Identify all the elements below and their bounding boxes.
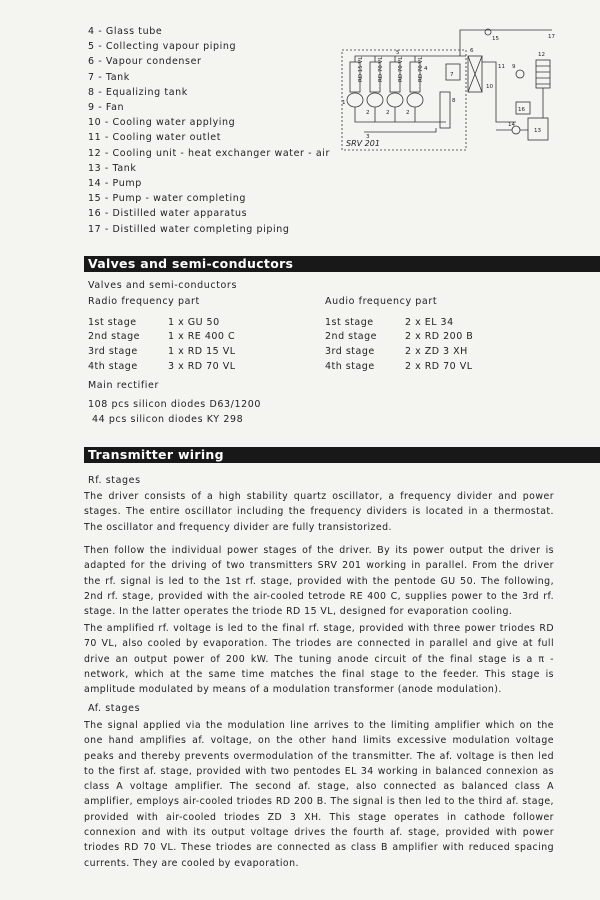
diagram-number: 9 bbox=[512, 64, 516, 70]
legend-item: 7 - Tank bbox=[88, 71, 130, 83]
diagram-label: SRV 201 bbox=[346, 139, 380, 148]
legend-item: 16 - Distilled water apparatus bbox=[88, 208, 248, 220]
diagram-number: 6 bbox=[470, 48, 474, 54]
section-subtitle: Valves and semi-conductors bbox=[88, 280, 237, 291]
legend-item: 11 - Cooling water outlet bbox=[88, 132, 222, 144]
diagram-number: 1 bbox=[342, 100, 346, 106]
diagram-number: 7 bbox=[450, 72, 454, 78]
legend-item: 14 - Pump bbox=[88, 178, 142, 190]
legend-item: 6 - Vapour condenser bbox=[88, 56, 202, 68]
legend-item: 13 - Tank bbox=[88, 162, 137, 174]
tube-label: RD 70 VL bbox=[418, 56, 424, 82]
tube-label: RD 70 VL bbox=[378, 56, 384, 82]
diagram-number: 16 bbox=[518, 107, 525, 113]
diagram-number: 13 bbox=[534, 128, 541, 134]
boiler-1 bbox=[347, 93, 363, 107]
paragraph: The signal applied via the modulation line arrives to the limiting amplifier which on the one hand amplifies af. voltage, on the other hand limits excessive modulation voltage peaks and thereby prevents overmodulation of the transmitter. The af. voltage is then led to the first af. stage, provided with two pentodes EL 34 working in balanced connexion as class A voltage amplifier. The second af. stage, also connected as balanced class A amplifier, employs air-cooled triodes RD 200 B. The signal is then led to the third af. stage, provided with air-cooled triodes ZD 3 XH. This stage operates in cathode follower connexion and with its output voltage drives the fourth af. stage, provided with power triodes RD 70 VL. These triodes are connected as class B amplifier with reduced spacing currents. They are cooled by evaporation. bbox=[84, 720, 554, 869]
legend-item: 5 - Collecting vapour piping bbox=[88, 41, 237, 53]
vapour-piping bbox=[355, 56, 466, 62]
legend-item: 15 - Pump - water completing bbox=[88, 193, 246, 205]
rectifier-line: 108 pcs silicon diodes D63/1200 bbox=[88, 399, 262, 410]
condenser-cross bbox=[468, 56, 482, 92]
paragraph: Then follow the individual power stages of the driver. By its power output the driver is adapted for the driving of two transmitters SRV 201 working in parallel. From the driver the rf. signal is led to the 1st rf. stage, provided with the pentode GU 50. The following, 2nd rf. stage, provided with the air-cooled tetrode RE 400 C, supplies power to the 3rd rf. stage. In the latter operates the triode RD 15 VL, designed for evaporation cooling. bbox=[84, 545, 554, 618]
boiler-3 bbox=[387, 93, 403, 107]
fan-9 bbox=[516, 70, 524, 78]
tube-label: RD 70 VL bbox=[398, 56, 404, 82]
legend-list bbox=[88, 24, 330, 237]
legend-item: 4 - Glass tube bbox=[88, 26, 163, 37]
af-stages-heading: Af. stages bbox=[88, 703, 141, 714]
diagram-number: 8 bbox=[452, 98, 456, 104]
legend-item: 8 - Equalizing tank bbox=[88, 86, 188, 98]
cooling-diagram bbox=[336, 22, 562, 158]
diagram-number: 2 bbox=[406, 110, 410, 116]
rectifier-line: 44 pcs silicon diodes KY 298 bbox=[92, 414, 244, 425]
section-title-wiring: Transmitter wiring bbox=[84, 447, 600, 463]
diagram-number: 2 bbox=[386, 110, 390, 116]
diagram-number: 4 bbox=[424, 66, 428, 72]
section-title-valves: Valves and semi-conductors bbox=[84, 256, 600, 272]
af-heading: Audio frequency part bbox=[325, 296, 438, 307]
rectifier-heading: Main rectifier bbox=[88, 380, 159, 391]
tube-label: RD 15 VL bbox=[358, 56, 364, 82]
legend-item: 12 - Cooling unit - heat exchanger water - air bbox=[88, 147, 330, 159]
paragraph: The amplified rf. voltage is led to the final rf. stage, provided with three power triodes RD 70 VL, also cooled by evaporation. The triodes are connected in parallel and give at full drive an output power of 200 kW. The tuning anode circuit of the final stage is a π -network, which at the same time matches the final stage to the feeder. This stage is amplitude modulated by means of a modulation transformer (anode modulation). bbox=[84, 623, 554, 696]
rf-heading: Radio frequency part bbox=[88, 296, 200, 307]
diagram-number: 3 bbox=[366, 134, 370, 140]
legend-item: 17 - Distilled water completing piping bbox=[88, 223, 290, 235]
legend-item: 10 - Cooling water applying bbox=[88, 117, 236, 129]
paragraph: The driver consists of a high stability quartz oscillator, a frequency divider and power stages. The entire oscillator including the frequency dividers is located in a thermostat. The oscillator and frequency divider are fully transistorized. bbox=[84, 491, 554, 533]
diagram-number: 11 bbox=[498, 64, 505, 70]
diagram-number: 10 bbox=[486, 84, 493, 90]
diagram-number: 2 bbox=[366, 110, 370, 116]
legend-item: 9 - Fan bbox=[88, 102, 125, 114]
boiler-2 bbox=[367, 93, 383, 107]
diagram-number: 17 bbox=[548, 34, 555, 40]
diagram-number: 12 bbox=[538, 52, 545, 58]
diagram-number: 14 bbox=[508, 122, 515, 128]
equalizing-tank-8 bbox=[440, 92, 450, 128]
diagram-number: 5 bbox=[396, 50, 400, 56]
boiler-4 bbox=[407, 93, 423, 107]
rf-stages-heading: Rf. stages bbox=[88, 475, 141, 486]
diagram-number: 15 bbox=[492, 36, 499, 42]
